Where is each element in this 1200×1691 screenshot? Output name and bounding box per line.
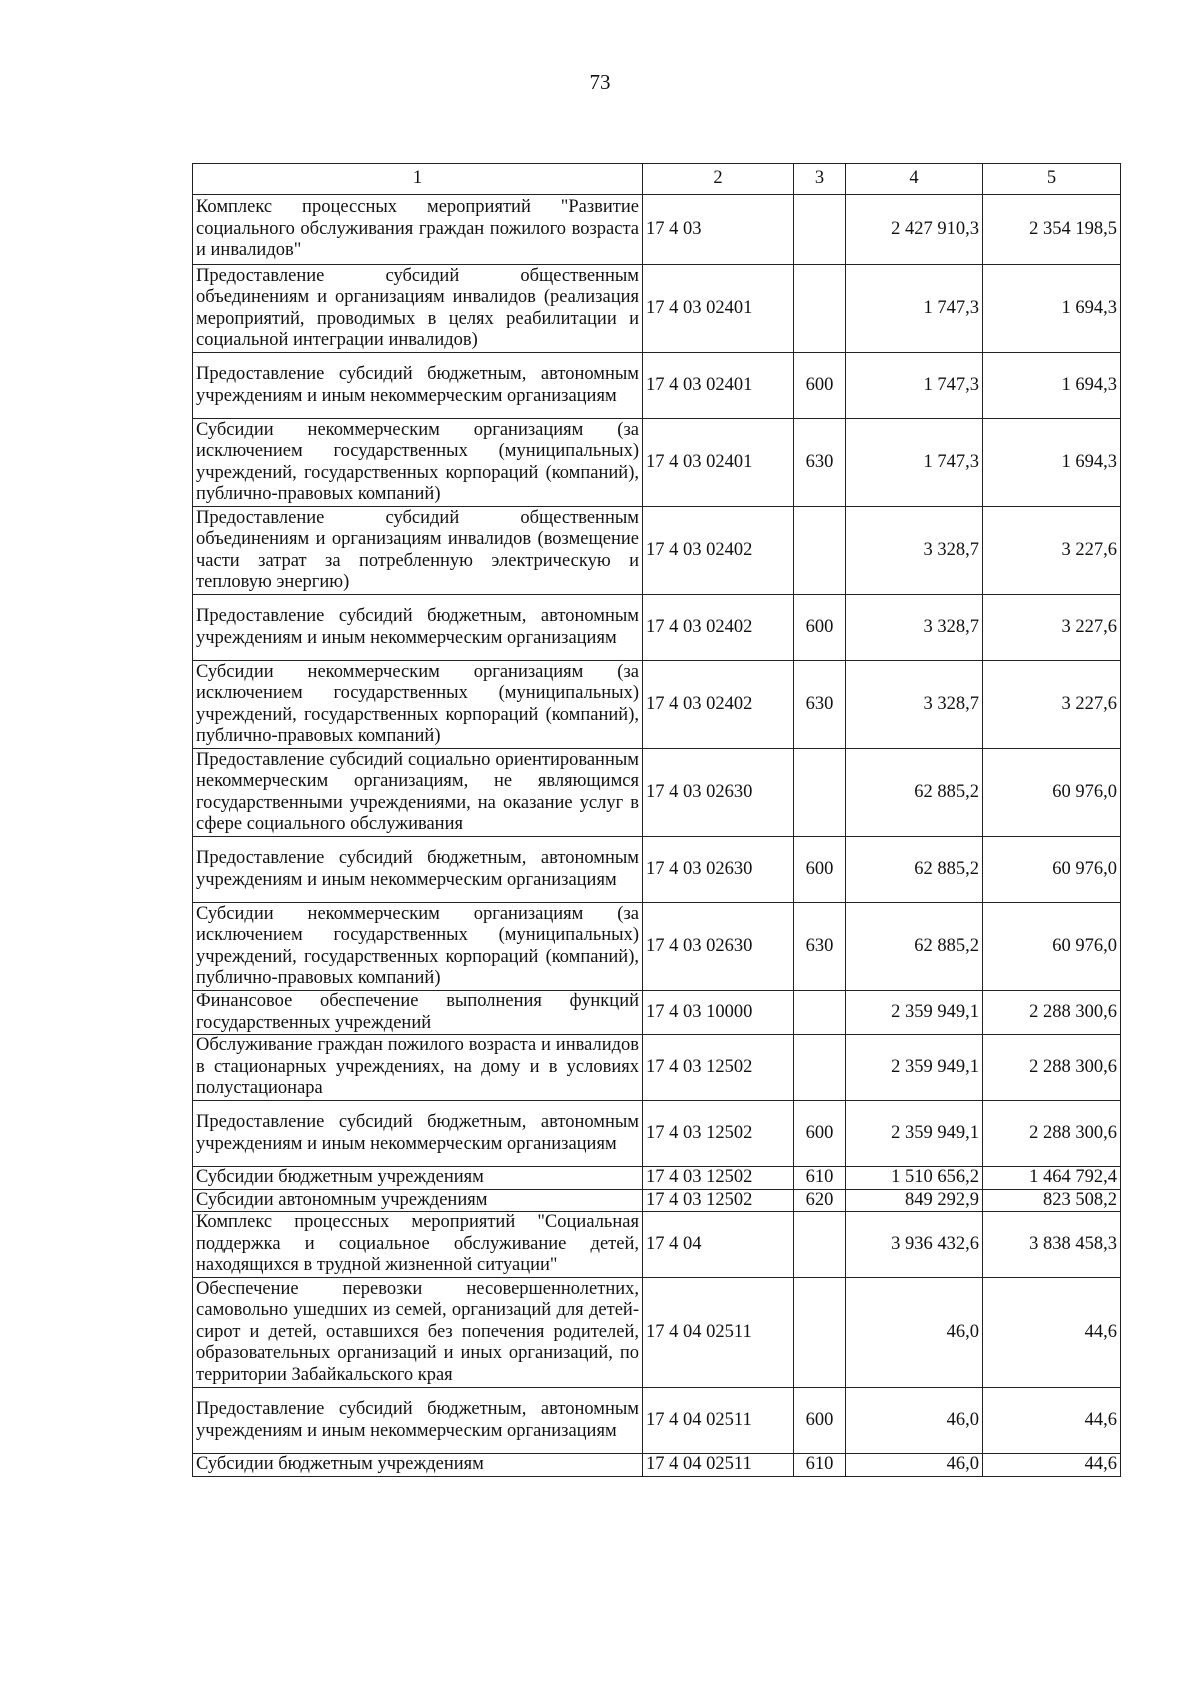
row-description: Предоставление субсидий социально ориентированным некоммерческим организациям, не являющимся государственными учреждениями, на оказание услуг в сфере социального обслуживания xyxy=(193,749,643,837)
row-expense-type: 600 xyxy=(794,353,846,419)
table-row xyxy=(193,1278,1121,1388)
row-target-code: 17 4 03 12502 xyxy=(643,1101,794,1167)
row-expense-type xyxy=(794,265,846,353)
row-description: Предоставление субсидий бюджетным, автономным учреждениям и иным некоммерческим организациям xyxy=(193,1101,643,1167)
row-target-code: 17 4 03 02402 xyxy=(643,507,794,595)
row-amount-col5: 60 976,0 xyxy=(983,903,1121,991)
row-expense-type: 600 xyxy=(794,837,846,903)
row-expense-type: 620 xyxy=(794,1189,846,1212)
table-row xyxy=(193,195,1121,265)
header-col-2: 2 xyxy=(643,164,794,195)
row-target-code: 17 4 03 10000 xyxy=(643,991,794,1035)
row-target-code: 17 4 03 02401 xyxy=(643,265,794,353)
row-amount-col4: 1 747,3 xyxy=(846,265,983,353)
row-amount-col5: 44,6 xyxy=(983,1388,1121,1454)
row-amount-col5: 3 227,6 xyxy=(983,661,1121,749)
row-amount-col5: 3 838 458,3 xyxy=(983,1212,1121,1278)
row-amount-col5: 60 976,0 xyxy=(983,749,1121,837)
row-expense-type xyxy=(794,1035,846,1101)
row-amount-col4: 1 510 656,2 xyxy=(846,1167,983,1190)
row-expense-type: 610 xyxy=(794,1167,846,1190)
row-description: Предоставление субсидий бюджетным, автономным учреждениям и иным некоммерческим организациям xyxy=(193,837,643,903)
row-description: Обслуживание граждан пожилого возраста и инвалидов в стационарных учреждениях, на дому и в условиях полустационара xyxy=(193,1035,643,1101)
row-expense-type: 630 xyxy=(794,419,846,507)
row-target-code: 17 4 04 02511 xyxy=(643,1278,794,1388)
header-row xyxy=(193,164,1121,195)
row-description: Субсидии некоммерческим организациям (за исключением государственных (муниципальных) учреждений, государственных корпораций (компаний), публично-правовых компаний) xyxy=(193,419,643,507)
row-expense-type: 600 xyxy=(794,1388,846,1454)
table-row xyxy=(193,991,1121,1035)
row-description: Предоставление субсидий общественным объединениям и организациям инвалидов (возмещение части затрат за потребленную электрическую и тепловую энергию) xyxy=(193,507,643,595)
row-target-code: 17 4 04 02511 xyxy=(643,1454,794,1477)
table-row xyxy=(193,903,1121,991)
row-target-code: 17 4 04 xyxy=(643,1212,794,1278)
table-row xyxy=(193,353,1121,419)
row-amount-col4: 46,0 xyxy=(846,1278,983,1388)
table-row xyxy=(193,507,1121,595)
table-row xyxy=(193,749,1121,837)
row-amount-col5: 2 288 300,6 xyxy=(983,1101,1121,1167)
row-amount-col5: 60 976,0 xyxy=(983,837,1121,903)
row-amount-col4: 3 936 432,6 xyxy=(846,1212,983,1278)
row-description: Предоставление субсидий общественным объединениям и организациям инвалидов (реализация мероприятий, проводимых в целях реабилитации и социальной интеграции инвалидов) xyxy=(193,265,643,353)
row-description: Субсидии некоммерческим организациям (за исключением государственных (муниципальных) учреждений, государственных корпораций (компаний), публично-правовых компаний) xyxy=(193,903,643,991)
row-amount-col4: 46,0 xyxy=(846,1454,983,1477)
row-description: Обеспечение перевозки несовершеннолетних, самовольно ушедших из семей, организаций для детей-сирот и детей, оставшихся без попечения родителей, образовательных организаций и иных организаций, по территории Забайкальского края xyxy=(193,1278,643,1388)
header-col-1: 1 xyxy=(193,164,643,195)
row-expense-type xyxy=(794,195,846,265)
row-amount-col5: 1 694,3 xyxy=(983,419,1121,507)
table-row xyxy=(193,265,1121,353)
row-amount-col4: 3 328,7 xyxy=(846,661,983,749)
row-amount-col5: 2 288 300,6 xyxy=(983,991,1121,1035)
row-expense-type xyxy=(794,1212,846,1278)
row-amount-col5: 1 694,3 xyxy=(983,353,1121,419)
row-description: Предоставление субсидий бюджетным, автономным учреждениям и иным некоммерческим организациям xyxy=(193,353,643,419)
row-expense-type: 630 xyxy=(794,661,846,749)
row-expense-type: 600 xyxy=(794,1101,846,1167)
budget-table xyxy=(192,163,1121,1477)
table-row xyxy=(193,1212,1121,1278)
row-amount-col4: 2 359 949,1 xyxy=(846,1035,983,1101)
row-amount-col4: 849 292,9 xyxy=(846,1189,983,1212)
row-target-code: 17 4 03 12502 xyxy=(643,1189,794,1212)
row-amount-col5: 2 288 300,6 xyxy=(983,1035,1121,1101)
row-target-code: 17 4 03 xyxy=(643,195,794,265)
row-description: Комплекс процессных мероприятий "Социальная поддержка и социальное обслуживание детей, находящихся в трудной жизненной ситуации" xyxy=(193,1212,643,1278)
table-body xyxy=(193,195,1121,1477)
table-row xyxy=(193,419,1121,507)
row-amount-col4: 2 427 910,3 xyxy=(846,195,983,265)
header-col-3: 3 xyxy=(794,164,846,195)
row-amount-col4: 3 328,7 xyxy=(846,595,983,661)
row-description: Субсидии автономным учреждениям xyxy=(193,1189,643,1212)
row-description: Финансовое обеспечение выполнения функций государственных учреждений xyxy=(193,991,643,1035)
row-amount-col5: 823 508,2 xyxy=(983,1189,1121,1212)
row-expense-type: 600 xyxy=(794,595,846,661)
row-expense-type: 630 xyxy=(794,903,846,991)
row-amount-col5: 1 464 792,4 xyxy=(983,1167,1121,1190)
table-row xyxy=(193,661,1121,749)
row-target-code: 17 4 03 02630 xyxy=(643,749,794,837)
row-amount-col4: 2 359 949,1 xyxy=(846,991,983,1035)
table-row xyxy=(193,595,1121,661)
row-amount-col5: 1 694,3 xyxy=(983,265,1121,353)
table-row xyxy=(193,1167,1121,1190)
row-amount-col4: 1 747,3 xyxy=(846,353,983,419)
row-amount-col4: 1 747,3 xyxy=(846,419,983,507)
row-amount-col4: 3 328,7 xyxy=(846,507,983,595)
row-amount-col4: 62 885,2 xyxy=(846,903,983,991)
row-expense-type xyxy=(794,749,846,837)
row-target-code: 17 4 03 02402 xyxy=(643,661,794,749)
header-col-4: 4 xyxy=(846,164,983,195)
table-row xyxy=(193,1189,1121,1212)
page-number: 73 xyxy=(589,70,611,94)
header-col-5: 5 xyxy=(983,164,1121,195)
row-amount-col5: 44,6 xyxy=(983,1278,1121,1388)
row-amount-col5: 2 354 198,5 xyxy=(983,195,1121,265)
row-target-code: 17 4 03 12502 xyxy=(643,1167,794,1190)
row-target-code: 17 4 03 02630 xyxy=(643,837,794,903)
row-target-code: 17 4 03 02401 xyxy=(643,419,794,507)
table-row xyxy=(193,1388,1121,1454)
row-amount-col4: 62 885,2 xyxy=(846,837,983,903)
row-description: Субсидии бюджетным учреждениям xyxy=(193,1167,643,1190)
row-amount-col5: 3 227,6 xyxy=(983,595,1121,661)
row-expense-type xyxy=(794,1278,846,1388)
row-target-code: 17 4 03 02402 xyxy=(643,595,794,661)
table-row xyxy=(193,1035,1121,1101)
table-row xyxy=(193,1101,1121,1167)
row-amount-col4: 2 359 949,1 xyxy=(846,1101,983,1167)
row-description: Субсидии некоммерческим организациям (за исключением государственных (муниципальных) учреждений, государственных корпораций (компаний), публично-правовых компаний) xyxy=(193,661,643,749)
row-amount-col5: 3 227,6 xyxy=(983,507,1121,595)
table-row xyxy=(193,1454,1121,1477)
row-description: Предоставление субсидий бюджетным, автономным учреждениям и иным некоммерческим организациям xyxy=(193,1388,643,1454)
row-target-code: 17 4 03 02401 xyxy=(643,353,794,419)
row-amount-col4: 62 885,2 xyxy=(846,749,983,837)
row-target-code: 17 4 03 02630 xyxy=(643,903,794,991)
row-target-code: 17 4 03 12502 xyxy=(643,1035,794,1101)
row-target-code: 17 4 04 02511 xyxy=(643,1388,794,1454)
row-description: Субсидии бюджетным учреждениям xyxy=(193,1454,643,1477)
table-row xyxy=(193,837,1121,903)
row-amount-col5: 44,6 xyxy=(983,1454,1121,1477)
row-description: Комплекс процессных мероприятий "Развитие социального обслуживания граждан пожилого возраста и инвалидов" xyxy=(193,195,643,265)
row-expense-type xyxy=(794,507,846,595)
row-expense-type xyxy=(794,991,846,1035)
row-expense-type: 610 xyxy=(794,1454,846,1477)
row-amount-col4: 46,0 xyxy=(846,1388,983,1454)
row-description: Предоставление субсидий бюджетным, автономным учреждениям и иным некоммерческим организациям xyxy=(193,595,643,661)
